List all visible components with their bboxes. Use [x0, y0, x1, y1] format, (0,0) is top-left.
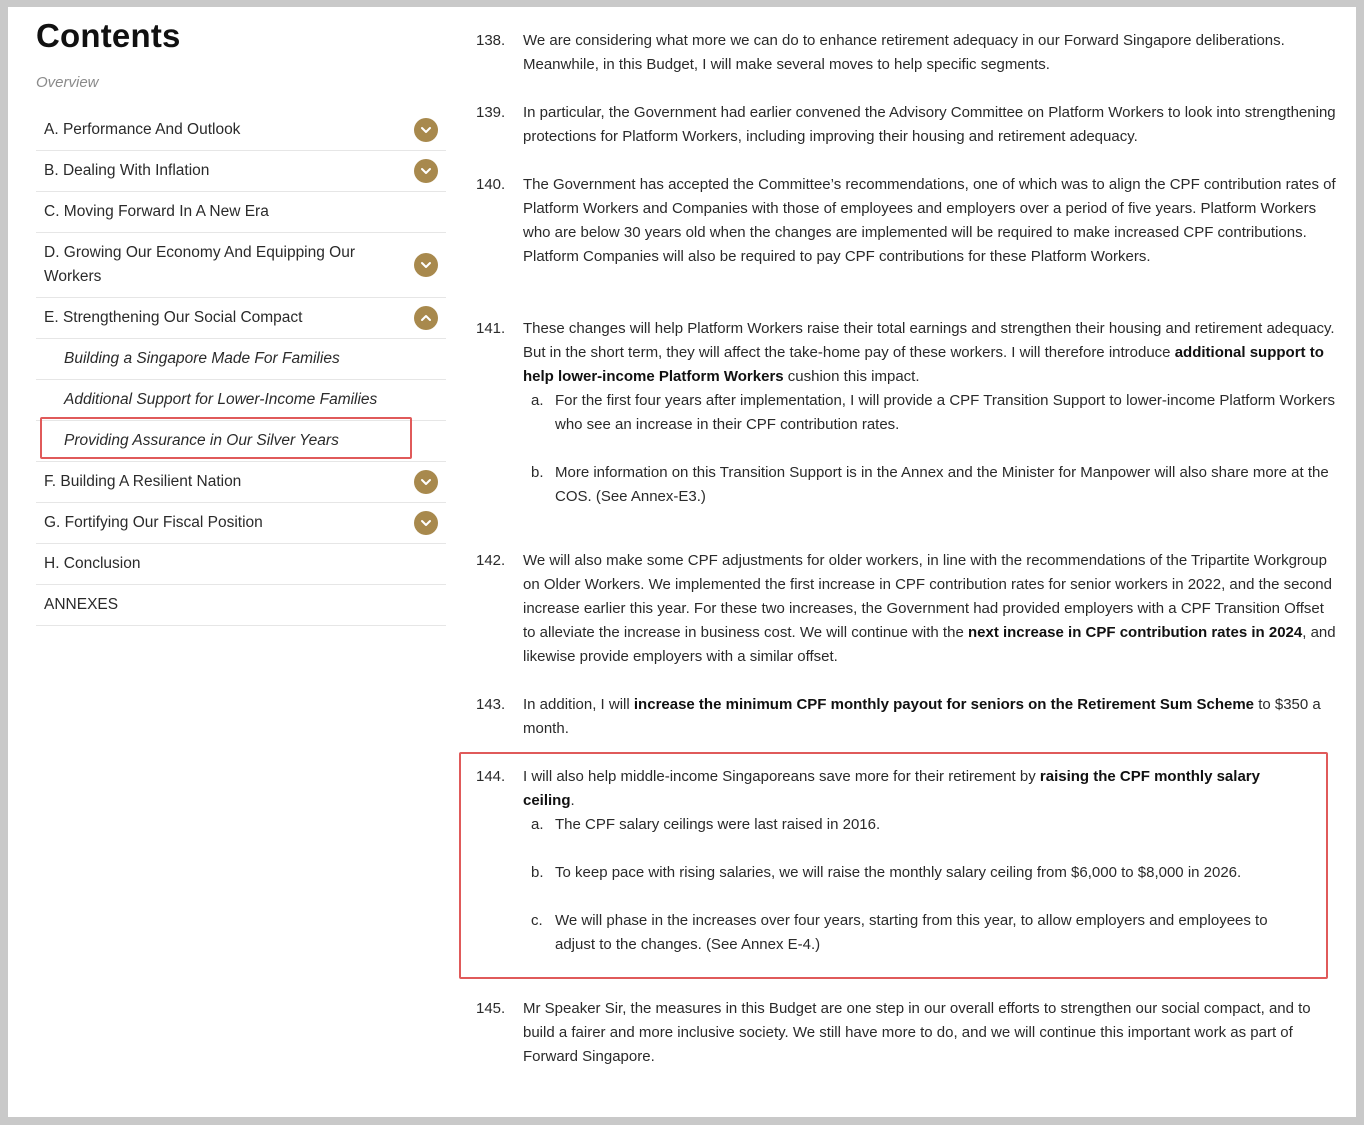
paragraph-text: In particular, the Government had earlier convened the Advisory Committee on Platform Workers to look into strengthening protections for Platform Workers, including improving their housing and retirement adequacy. [523, 104, 1336, 145]
nav-item-performance-outlook[interactable] [36, 110, 446, 151]
bold-emphasis: raising the CPF monthly salary ceiling [523, 768, 1260, 809]
paragraph-number: 141. [476, 320, 506, 337]
paragraph-number: 138. [476, 32, 506, 49]
nav-item-label: D. Growing Our Economy And Equipping Our Workers [44, 244, 356, 285]
highlight-box-sidebar [40, 417, 412, 459]
list-item: a. The CPF salary ceilings were last raised in 2016. [531, 816, 881, 833]
nav-item-label: C. Moving Forward In A New Era [44, 203, 269, 220]
nav-item-resilient-nation[interactable] [36, 462, 446, 503]
nav-subitem-lower-income-families[interactable] [36, 380, 446, 421]
paragraph-141 [468, 317, 1338, 509]
paragraph-140 [468, 173, 1338, 269]
paragraph-text: The Government has accepted the Committee’s recommendations, one of which was to align the CPF contribution rates of Platform Workers and Companies with those of employees and employers over a period of five years. Platform Workers who are below 30 years old when the changes are implemented will be required to make increased CPF contributions. Platform Companies will also be required to pay CPF contributions for these Platform Workers. [523, 176, 1336, 265]
nav-item-label: ANNEXES [44, 596, 119, 613]
paragraph-number: 140. [476, 176, 506, 193]
paragraph-142 [468, 549, 1338, 669]
nav-item-label: B. Dealing With Inflation [44, 162, 210, 179]
nav-item-annexes[interactable] [36, 585, 446, 626]
paragraph-number: 142. [476, 552, 506, 569]
paragraph-145 [468, 997, 1338, 1069]
sub-list [468, 389, 1338, 509]
paragraph-text: I will also help middle-income Singaporeans save more for their retirement by raising the CPF monthly salary ceiling. [523, 768, 1260, 809]
paragraph-text: We will also make some CPF adjustments for older workers, in line with the recommendations of the Tripartite Workgroup on Older Workers. We implemented the first increase in CPF contribution rates for senior workers in 2022, and the second increase earlier this year. For these two increases, the Government had provided employers with a CPF Transition Offset to alleviate the increase in business cost. We will continue with the next increase in CPF contribution rates in 2024, and likewise provide employers with a similar offset. [523, 552, 1336, 665]
overview-link[interactable]: Overview [36, 74, 99, 91]
paragraph-text: In addition, I will increase the minimum CPF monthly payout for seniors on the Retirement Sum Scheme to $350 a month. [523, 696, 1321, 737]
list-item: b. More information on this Transition Support is in the Annex and the Minister for Manpower will also share more at the COS. (See Annex-E3.) [531, 464, 1329, 505]
nav-item-fiscal-position[interactable] [36, 503, 446, 544]
nav-subitem-singapore-families[interactable] [36, 339, 446, 380]
nav-item-growing-economy[interactable] [36, 233, 446, 298]
nav-item-label: Additional Support for Lower-Income Families [64, 391, 378, 408]
contents-title: Contents [36, 17, 181, 54]
paragraph-text: These changes will help Platform Workers raise their total earnings and strengthen their housing and retirement adequacy. But in the short term, they will affect the take-home pay of these workers. I will therefore introduce additional support to help lower-income Platform Workers cushion this impact. [523, 320, 1335, 385]
paragraph-138 [468, 29, 1338, 77]
nav-item-label: A. Performance And Outlook [44, 121, 241, 138]
chevron-down-icon[interactable] [414, 118, 438, 142]
list-item: b. To keep pace with rising salaries, we will raise the monthly salary ceiling from $6,000 to $8,000 in 2026. [531, 864, 1242, 881]
highlight-box-main [459, 752, 1328, 979]
nav-item-dealing-inflation[interactable] [36, 151, 446, 192]
nav-item-label: Providing Assurance in Our Silver Years [64, 432, 339, 449]
page-frame [8, 7, 1356, 1117]
paragraph-139 [468, 101, 1338, 149]
nav-item-label: H. Conclusion [44, 555, 141, 572]
chevron-down-icon[interactable] [414, 159, 438, 183]
list-item: c. We will phase in the increases over four years, starting from this year, to allow employers and employees to adjust to the changes. (See Annex E-4.) [531, 912, 1268, 953]
nav-item-label: Building a Singapore Made For Families [64, 350, 340, 367]
list-item: a. For the first four years after implementation, I will provide a CPF Transition Support to lower-income Platform Workers who see an increase in their CPF contribution rates. [531, 392, 1336, 433]
chevron-up-icon[interactable] [414, 306, 438, 330]
bold-emphasis: additional support to help lower-income Platform Workers [523, 344, 1324, 385]
nav-item-conclusion[interactable] [36, 544, 446, 585]
paragraph-number: 143. [476, 696, 506, 713]
paragraph-number: 145. [476, 1000, 506, 1017]
chevron-down-icon[interactable] [414, 511, 438, 535]
paragraph-text: Mr Speaker Sir, the measures in this Budget are one step in our overall efforts to strengthen our social compact, and to build a fairer and more inclusive society. We still have more to do, and we will continue this important work as part of Forward Singapore. [523, 1000, 1311, 1065]
paragraph-143 [468, 693, 1338, 741]
nav-item-label: G. Fortifying Our Fiscal Position [44, 514, 263, 531]
paragraph-number: 144. [476, 768, 506, 785]
nav-item-moving-forward[interactable] [36, 192, 446, 233]
paragraph-text: We are considering what more we can do to enhance retirement adequacy in our Forward Singapore deliberations. Meanwhile, in this Budget, I will make several moves to help specific segments. [523, 32, 1285, 73]
contents-nav [36, 110, 446, 626]
bold-emphasis: increase the minimum CPF monthly payout for seniors on the Retirement Sum Scheme [633, 696, 1255, 713]
chevron-down-icon[interactable] [414, 470, 438, 494]
nav-item-label: F. Building A Resilient Nation [44, 473, 242, 490]
paragraph-number: 139. [476, 104, 506, 121]
nav-item-social-compact[interactable] [36, 298, 446, 339]
chevron-down-icon[interactable] [414, 253, 438, 277]
nav-item-label: E. Strengthening Our Social Compact [44, 309, 303, 326]
bold-emphasis: next increase in CPF contribution rates in 2024 [967, 624, 1303, 641]
